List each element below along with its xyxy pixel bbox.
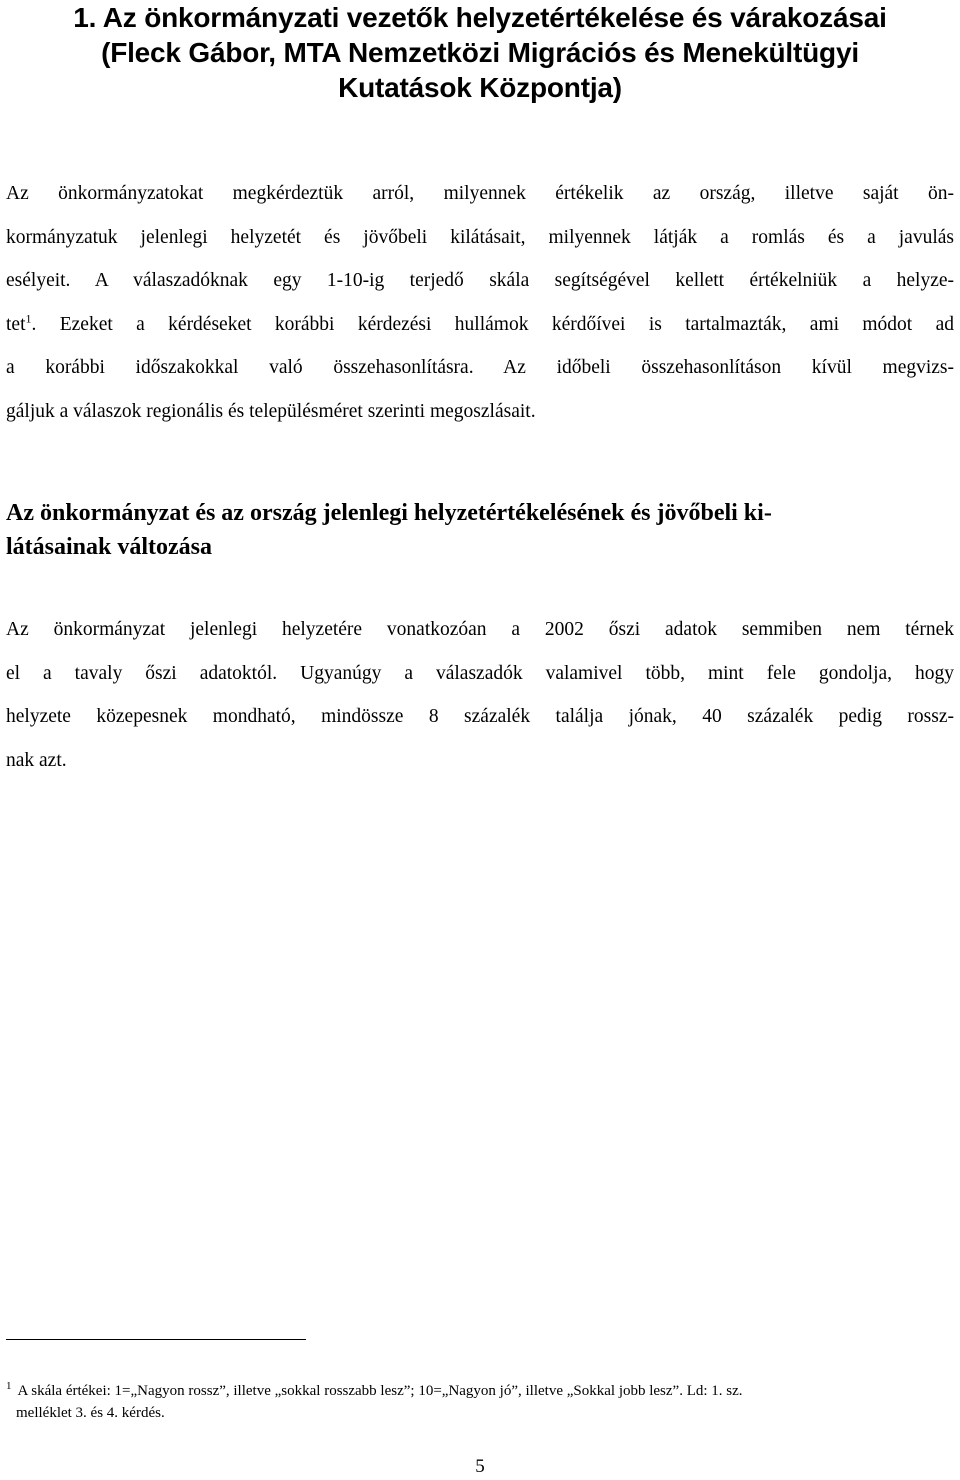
section-line: nak azt. [6, 749, 67, 771]
section-line: el a tavaly őszi adatoktól. Ugyanúgy a válaszadók valamivel több, mint fele gondolja, hogy [6, 662, 954, 684]
chapter-title-line: (Fleck Gábor, MTA Nemzetközi Migrációs és Menekültügyi [101, 37, 859, 68]
footnote-line: melléklet 3. és 4. kérdés. [16, 1405, 165, 1421]
intro-line: gáljuk a válaszok regionális és településméret szerinti megoszlásait. [6, 400, 536, 422]
intro-line: esélyeit. A válaszadóknak egy 1-10-ig terjedő skála segítségével kellett értékelniük a helyze- [6, 270, 954, 291]
footnote-mark: 1 [6, 1380, 12, 1392]
footnote-reference[interactable]: 1 [25, 311, 32, 325]
intro-line: a korábbi időszakokkal való összehasonlításra. Az időbeli összehasonlításon kívül megvizs- [6, 357, 954, 378]
section-heading-line: látásainak változása [6, 534, 213, 560]
chapter-title-line: 1. Az önkormányzati vezetők helyzetértékelése és várakozásai [73, 2, 887, 33]
section-line: helyzete közepesnek mondható, mindössze 8 százalék találja jónak, 40 százalék pedig rossz- [6, 706, 954, 727]
section-paragraph [6, 608, 954, 782]
intro-line: kormányzatuk jelenlegi helyzetét és jövőbeli kilátásait, milyennek látják a romlás és a javulás [6, 226, 954, 248]
intro-paragraph [6, 172, 954, 433]
chapter-title [0, 0, 960, 105]
section-heading-line: Az önkormányzat és az ország jelenlegi helyzetértékelésének és jövőbeli ki- [6, 500, 772, 526]
chapter-title-line: Kutatások Központja) [338, 72, 622, 103]
section-heading [6, 496, 954, 564]
page-number: 5 [475, 1456, 485, 1477]
section-line: Az önkormányzat jelenlegi helyzetére vonatkozóan a 2002 őszi adatok semmiben nem térnek [6, 619, 954, 640]
footnote-line [6, 1380, 956, 1402]
intro-line-with-footnote [6, 303, 954, 347]
footnote-text: A skála értékei: 1=„Nagyon rossz”, illetve „sokkal rosszabb lesz”; 10=„Nagyon jó”, illetve „Sokkal jobb lesz”. Ld: 1. sz. [17, 1383, 743, 1399]
intro-line-start: tet [6, 313, 26, 335]
intro-line: Az önkormányzatokat megkérdeztük arról, milyennek értékelik az ország, illetve saját ön- [6, 183, 954, 204]
intro-line-rest: . Ezeket a kérdéseket korábbi kérdezési hullámok kérdőívei is tartalmazták, ami módot ad [31, 313, 954, 335]
footnote-separator [6, 1339, 306, 1340]
footnote [6, 1380, 956, 1424]
